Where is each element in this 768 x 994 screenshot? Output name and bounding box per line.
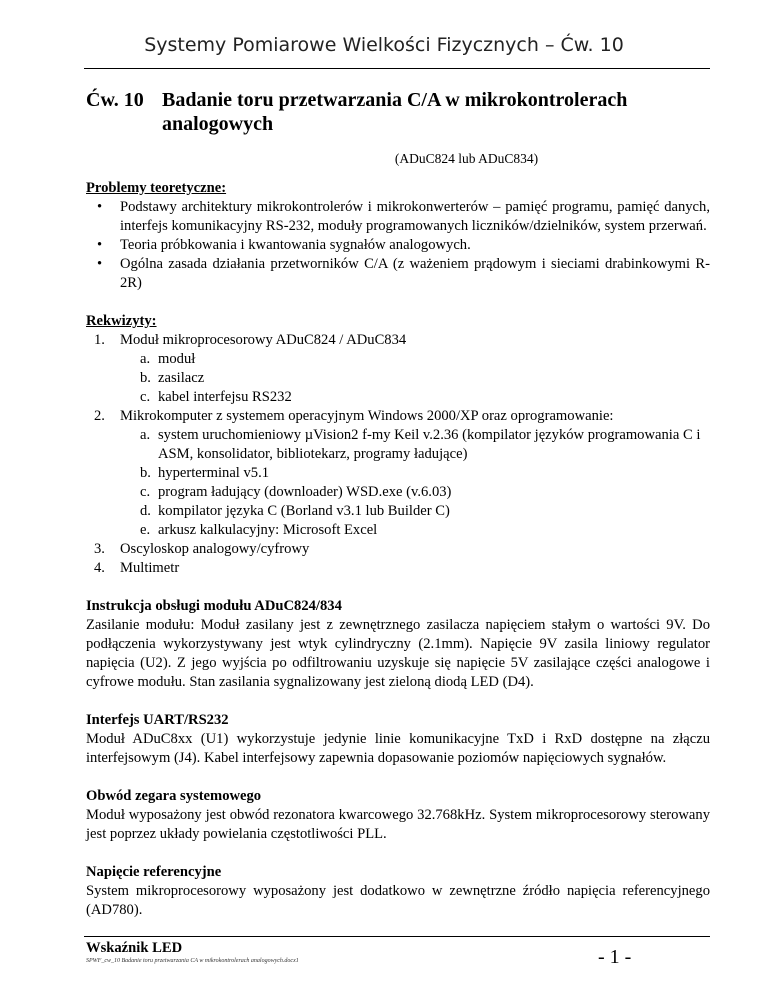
list-item bbox=[94, 407, 710, 426]
item-text: Multimetr bbox=[120, 560, 180, 576]
item-number: e. bbox=[140, 522, 151, 538]
list-item bbox=[94, 559, 710, 578]
item-text: kompilator języka C (Borland v3.1 lub Builder C) bbox=[158, 503, 450, 519]
requisites-list-end bbox=[86, 540, 710, 578]
section-heading: Instrukcja obsługi modułu ADuC824/834 bbox=[86, 598, 342, 614]
item-text: Moduł mikroprocesorowy ADuC824 / ADuC834 bbox=[120, 332, 407, 348]
header-divider bbox=[84, 68, 710, 69]
footer-divider bbox=[84, 936, 710, 937]
item-number: a. bbox=[140, 351, 151, 367]
item-text: program ładujący (downloader) WSD.exe (v.6.03) bbox=[158, 484, 452, 500]
footer-filename: SPWF_cw_10 Badanie toru przetwarzania CA w mikrokontrolerach analogowych.docx1 bbox=[86, 958, 299, 964]
item-text: moduł bbox=[158, 351, 196, 367]
item-number: c. bbox=[140, 484, 151, 500]
section-body: Moduł ADuC8xx (U1) wykorzystuje jedynie linie komunikacyjne TxD i RxD dostępne na złączu interfejsowym (J4). Kabel interfejsowy zapewnia dopasowanie poziomów napięciowych sygnałów. bbox=[86, 731, 710, 766]
list-item bbox=[94, 331, 710, 350]
item-number: c. bbox=[140, 389, 151, 405]
item-number: b. bbox=[140, 465, 151, 481]
document-title bbox=[86, 88, 686, 136]
problems-list bbox=[86, 198, 710, 293]
list-item bbox=[86, 483, 710, 502]
requisites-heading: Rekwizyty: bbox=[86, 313, 157, 329]
item-text: Oscyloskop analogowy/cyfrowy bbox=[120, 541, 310, 557]
requisites-sublist-1 bbox=[86, 350, 710, 407]
requisites-list-cont bbox=[86, 407, 710, 426]
list-item bbox=[94, 540, 710, 559]
item-number: 2. bbox=[94, 408, 105, 424]
item-text: zasilacz bbox=[158, 370, 205, 386]
list-item bbox=[86, 369, 710, 388]
list-item bbox=[86, 388, 710, 407]
item-number: b. bbox=[140, 370, 151, 386]
item-text: hyperterminal v5.1 bbox=[158, 465, 270, 481]
item-text: system uruchomieniowy µVision2 f-my Keil v.2.36 (kompilator języków programowania C i ASM, konsolidator, bibliotekarz, programy ładujące) bbox=[158, 427, 701, 462]
requisites-sublist-2 bbox=[86, 426, 710, 540]
section-heading: Interfejs UART/RS232 bbox=[86, 712, 229, 728]
list-item: • Ogólna zasada działania przetworników C/A (z ważeniem prądowym i sieciami drabinkowymi R-2R) bbox=[94, 255, 710, 293]
title-line-1: Badanie toru przetwarzania C/A w mikrokontrolerach bbox=[162, 89, 628, 111]
item-number: 4. bbox=[94, 560, 105, 576]
section-body: System mikroprocesorowy wyposażony jest dodatkowo w zewnętrzne źródło napięcia referencyjnego (AD780). bbox=[86, 883, 710, 918]
list-item bbox=[86, 464, 710, 483]
list-item: • Podstawy architektury mikrokontrolerów i mikrokonwerterów – pamięć programu, pamięć danych, interfejs komunikacyjny RS-232, moduły programowanych liczników/dzielników, system przerwań. bbox=[94, 198, 710, 236]
page-number: - 1 - bbox=[598, 946, 632, 968]
section-heading: Obwód zegara systemowego bbox=[86, 788, 262, 804]
list-item bbox=[86, 502, 710, 521]
list-item: • Teoria próbkowania i kwantowania sygnałów analogowych. bbox=[94, 236, 710, 255]
item-text: Mikrokomputer z systemem operacyjnym Windows 2000/XP oraz oprogramowanie: bbox=[120, 408, 614, 424]
requisites-list bbox=[86, 331, 710, 350]
exercise-number: Ćw. 10 bbox=[86, 89, 144, 111]
list-item bbox=[86, 521, 710, 540]
item-number: 1. bbox=[94, 332, 105, 348]
list-item bbox=[86, 426, 710, 464]
title-line-2: analogowych bbox=[162, 113, 274, 135]
section-body: Zasilanie modułu: Moduł zasilany jest z zewnętrznego zasilacza napięciem stałym o wartości 9V. Do podłączenia wykorzystywany jest wtyk cylindryczny (2.1mm). Napięcie 9V zasila liniowy regulator napięcia (U2). Z jego wyjścia po odfiltrowaniu uzyskuje się napięcie 5V zasilające części analogowe i cyfrowe modułu. Stan zasilania sygnalizowany jest zieloną diodą LED (D4). bbox=[86, 617, 710, 690]
subtitle: (ADuC824 lub ADuC834) bbox=[394, 151, 539, 166]
item-number: 3. bbox=[94, 541, 105, 557]
list-item bbox=[86, 350, 710, 369]
section-heading: Wskaźnik LED bbox=[86, 940, 183, 956]
problems-heading: Problemy teoretyczne: bbox=[86, 180, 227, 196]
item-text: kabel interfejsu RS232 bbox=[158, 389, 292, 405]
item-number: a. bbox=[140, 427, 151, 443]
section-body: Moduł wyposażony jest obwód rezonatora kwarcowego 32.768kHz. System mikroprocesorowy sterowany jest poprzez układy powielania częstotliwości PLL. bbox=[86, 807, 710, 842]
page-header: Systemy Pomiarowe Wielkości Fizycznych – Ćw. 10 bbox=[144, 34, 624, 56]
main-content bbox=[86, 179, 710, 958]
item-text: arkusz kalkulacyjny: Microsoft Excel bbox=[158, 522, 378, 538]
section-heading: Napięcie referencyjne bbox=[86, 864, 222, 880]
item-number: d. bbox=[140, 503, 151, 519]
